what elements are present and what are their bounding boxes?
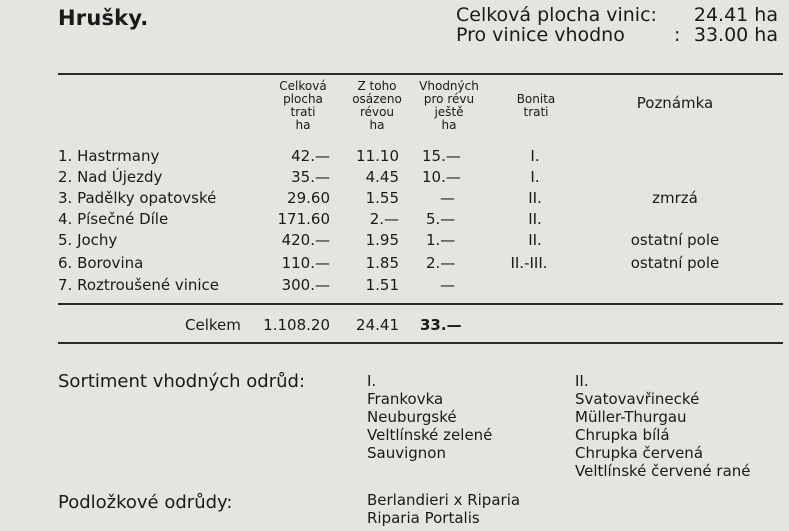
row-area: 42.— (291, 147, 330, 165)
row-area: 29.60 (287, 189, 330, 207)
row-name: 1. Hastrmany (58, 147, 160, 165)
header-suitable-line: ha (441, 118, 457, 132)
variety-item: Veltlínské červené rané (575, 462, 751, 480)
row-suitable: 15.— (422, 147, 461, 165)
variety-item: Veltlínské zelené (367, 426, 493, 444)
variety-item: Sauvignon (367, 444, 446, 462)
row-note: zmrzá (652, 189, 698, 207)
row-bonita: II.-III. (510, 254, 548, 272)
row-note: ostatní pole (630, 231, 720, 249)
varieties-group-2 (575, 372, 751, 480)
total-suitable: 33.— (420, 316, 462, 334)
header-planted (346, 80, 408, 132)
variety-item: Frankovka (367, 390, 444, 408)
rootstock-item: Riparia Portalis (367, 509, 480, 527)
row-suitable: 1.— (426, 231, 456, 249)
suitable-area-label: Pro vinice vhodno (456, 24, 625, 46)
row-area: 110.— (281, 254, 330, 272)
rootstocks-label: Podložkové odrůdy: (58, 492, 233, 513)
rootstocks-list (367, 491, 520, 527)
row-area: 171.60 (277, 210, 330, 228)
row-bonita: II. (528, 210, 542, 228)
header-planted-line: Z toho (357, 79, 397, 93)
table-total-rule (58, 303, 783, 305)
table-bottom-rule (58, 342, 783, 344)
total-area-value: 24.41 ha (693, 4, 778, 26)
varieties-group-1 (367, 372, 492, 462)
header-area-line: plocha (283, 92, 323, 106)
table-row (0, 276, 789, 297)
variety-item: Chrupka bílá (575, 426, 670, 444)
page-title: Hrušky. (58, 6, 149, 30)
row-name: 6. Borovina (58, 254, 144, 272)
header-suitable-line: ještě (434, 105, 464, 119)
suitable-area-value: 33.00 ha (693, 24, 778, 46)
header-planted-line: ha (369, 118, 385, 132)
total-area: 1.108.20 (263, 316, 330, 334)
row-planted: 4.45 (365, 168, 399, 186)
header-area (272, 80, 334, 132)
header-suitable-line: pro révu (423, 92, 475, 106)
row-planted: 1.85 (365, 254, 399, 272)
header-bonita (506, 93, 566, 119)
row-planted: 1.95 (365, 231, 399, 249)
suitable-area-separator: : (674, 24, 681, 46)
header-area-line: ha (295, 118, 311, 132)
header-area-line: Celková (279, 79, 327, 93)
table-row (0, 168, 789, 189)
table-row (0, 254, 789, 275)
row-name: 5. Jochy (58, 231, 118, 249)
rootstock-item: Berlandieri x Riparia (367, 491, 521, 509)
row-suitable: 2.— (426, 254, 456, 272)
header-suitable (416, 80, 482, 132)
row-name: 3. Padělky opatovské (58, 189, 217, 207)
row-name: 7. Roztroušené vinice (58, 276, 220, 294)
row-note: ostatní pole (630, 254, 720, 272)
table-row (0, 189, 789, 210)
row-bonita: I. (530, 147, 540, 165)
header-bonita-line: trati (523, 105, 549, 119)
varieties-group-2-heading: II. (575, 372, 589, 390)
table-row (0, 231, 789, 252)
table-total-row (0, 316, 789, 337)
row-area: 300.— (281, 276, 330, 294)
variety-item: Neuburgské (367, 408, 457, 426)
variety-item: Chrupka červená (575, 444, 704, 462)
row-suitable: — (440, 276, 455, 294)
row-area: 420.— (281, 231, 330, 249)
variety-item: Müller-Thurgau (575, 408, 687, 426)
header-suitable-line: Vhodných (419, 79, 479, 93)
row-suitable: 10.— (422, 168, 461, 186)
row-bonita: I. (530, 168, 540, 186)
header-note: Poznámka (636, 94, 714, 112)
total-area-label: Celková plocha vinic: (456, 4, 657, 26)
total-label: Celkem (185, 316, 241, 334)
header-area-line: trati (290, 105, 316, 119)
varieties-label: Sortiment vhodných odrůd: (58, 371, 306, 392)
row-bonita: II. (528, 231, 542, 249)
variety-item: Svatovavřinecké (575, 390, 700, 408)
row-area: 35.— (291, 168, 330, 186)
row-name: 4. Písečné Díle (58, 210, 169, 228)
row-bonita: II. (528, 189, 542, 207)
header-planted-line: révou (359, 105, 395, 119)
row-planted: 11.10 (356, 147, 399, 165)
total-planted: 24.41 (356, 316, 399, 334)
header-bonita-line: Bonita (516, 92, 556, 106)
row-suitable: — (440, 189, 455, 207)
row-suitable: 5.— (426, 210, 456, 228)
row-planted: 2.— (369, 210, 399, 228)
row-planted: 1.51 (365, 276, 399, 294)
table-top-rule (58, 73, 783, 75)
table-row (0, 210, 789, 231)
varieties-group-1-heading: I. (367, 372, 377, 390)
row-name: 2. Nad Újezdy (58, 168, 163, 186)
table-row (0, 147, 789, 168)
header-planted-line: osázeno (352, 92, 402, 106)
row-planted: 1.55 (365, 189, 399, 207)
